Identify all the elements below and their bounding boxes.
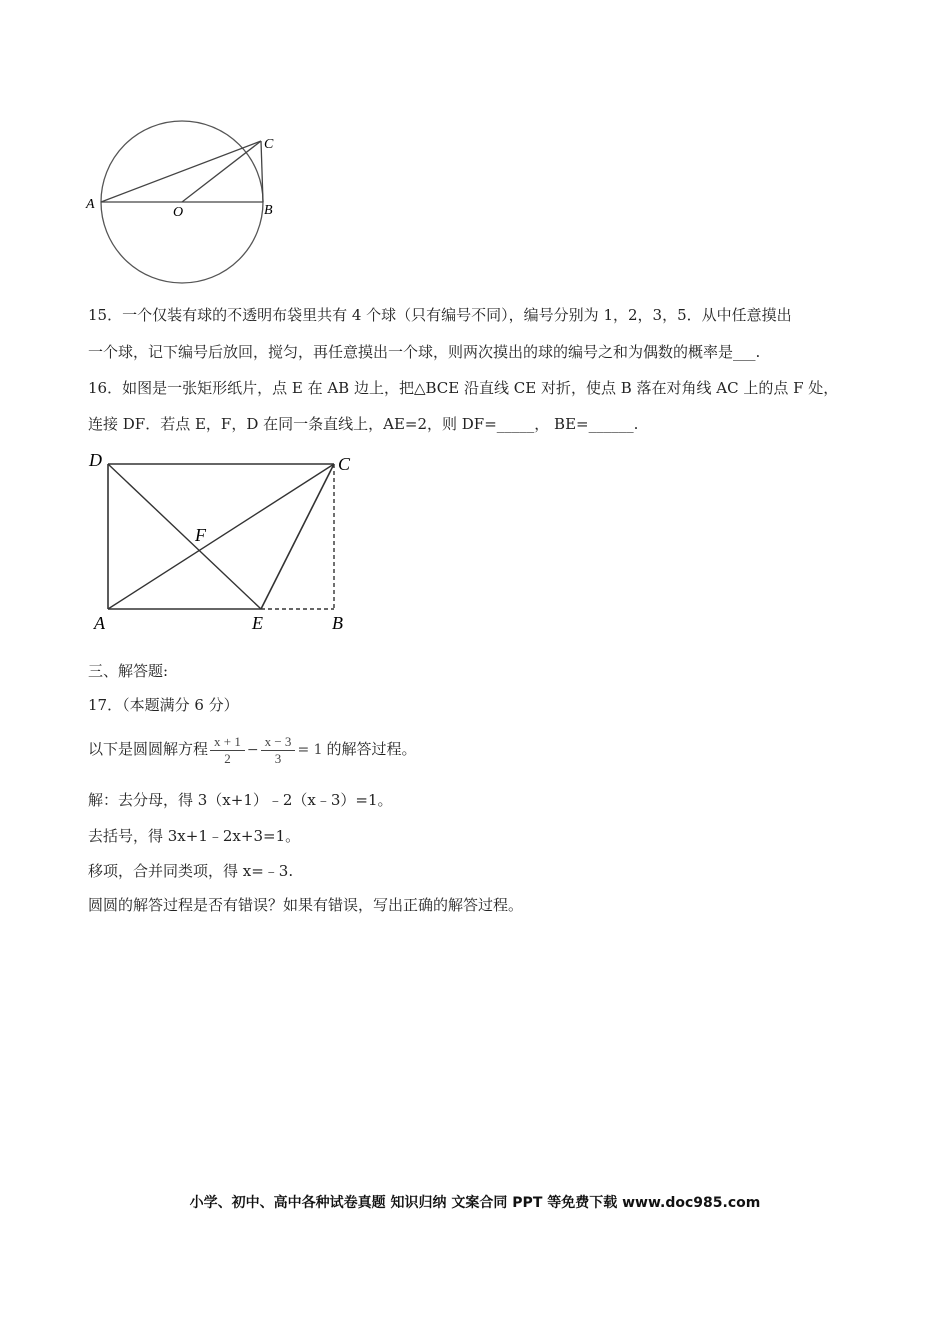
label-e: E — [252, 613, 263, 633]
label-b2: B — [332, 613, 343, 633]
fraction-2-numerator: x − 3 — [261, 734, 296, 751]
segment-ce — [261, 464, 334, 609]
q17-step1: 解：去分母，得 3（x+1）﹣2（x﹣3）=1。 — [88, 791, 393, 809]
label-b: B — [264, 203, 273, 218]
label-a2: A — [94, 613, 105, 633]
page-footer: 小学、初中、高中各种试卷真题 知识归纳 文案合同 PPT 等免费下载 www.doc985.com — [189, 1195, 761, 1211]
q17-step3: 移项，合并同类项，得 x=﹣3. — [88, 862, 294, 880]
label-c2: C — [338, 454, 351, 474]
q17-intro-after: 的解答过程。 — [326, 740, 417, 758]
q17-step2: 去括号，得 3x+1﹣2x+3=1。 — [88, 827, 301, 845]
label-a: A — [86, 197, 95, 212]
equals-one: = 1 — [297, 742, 323, 758]
fraction-1-numerator: x + 1 — [210, 734, 245, 751]
q17-title: 17．（本题满分 6 分） — [88, 696, 239, 714]
fraction-2 — [261, 734, 296, 767]
label-d: D — [89, 450, 102, 470]
q17-intro — [88, 729, 417, 770]
segment-oc — [182, 141, 261, 202]
segment-ac — [101, 141, 261, 202]
q16-line2: 连接 DF．若点 E，F，D 在同一条直线上，AE=2，则 DF=_____， BE=______. — [88, 415, 639, 433]
circle-figure — [80, 110, 310, 295]
q16-line1: 16．如图是一张矩形纸片，点 E 在 AB 边上，把△BCE 沿直线 CE 对折，使点 B 落在对角线 AC 上的点 F 处， — [88, 379, 839, 397]
fraction-1 — [210, 734, 245, 767]
q17-question: 圆圆的解答过程是否有错误？如果有错误，写出正确的解答过程。 — [88, 896, 524, 914]
segment-de — [108, 464, 261, 609]
label-f: F — [195, 525, 206, 545]
label-o: O — [173, 205, 184, 220]
diagonal-ac — [108, 464, 334, 609]
minus-sign: − — [246, 742, 259, 758]
label-c: C — [264, 137, 274, 152]
rectangle-figure — [84, 448, 374, 638]
q15-line1: 15．一个仅装有球的不透明布袋里共有 4 个球（只有编号不同），编号分别为 1，2，3，5．从中任意摸出 — [88, 306, 792, 324]
fraction-2-denominator: 3 — [274, 750, 282, 766]
fraction-1-denominator: 2 — [224, 750, 231, 766]
section-heading: 三、解答题: — [88, 662, 169, 680]
q15-line2: 一个球，记下编号后放回，搅匀，再任意摸出一个球，则两次摸出的球的编号之和为偶数的概率是___. — [88, 343, 761, 361]
q17-intro-before: 以下是圆圆解方程 — [88, 740, 209, 758]
